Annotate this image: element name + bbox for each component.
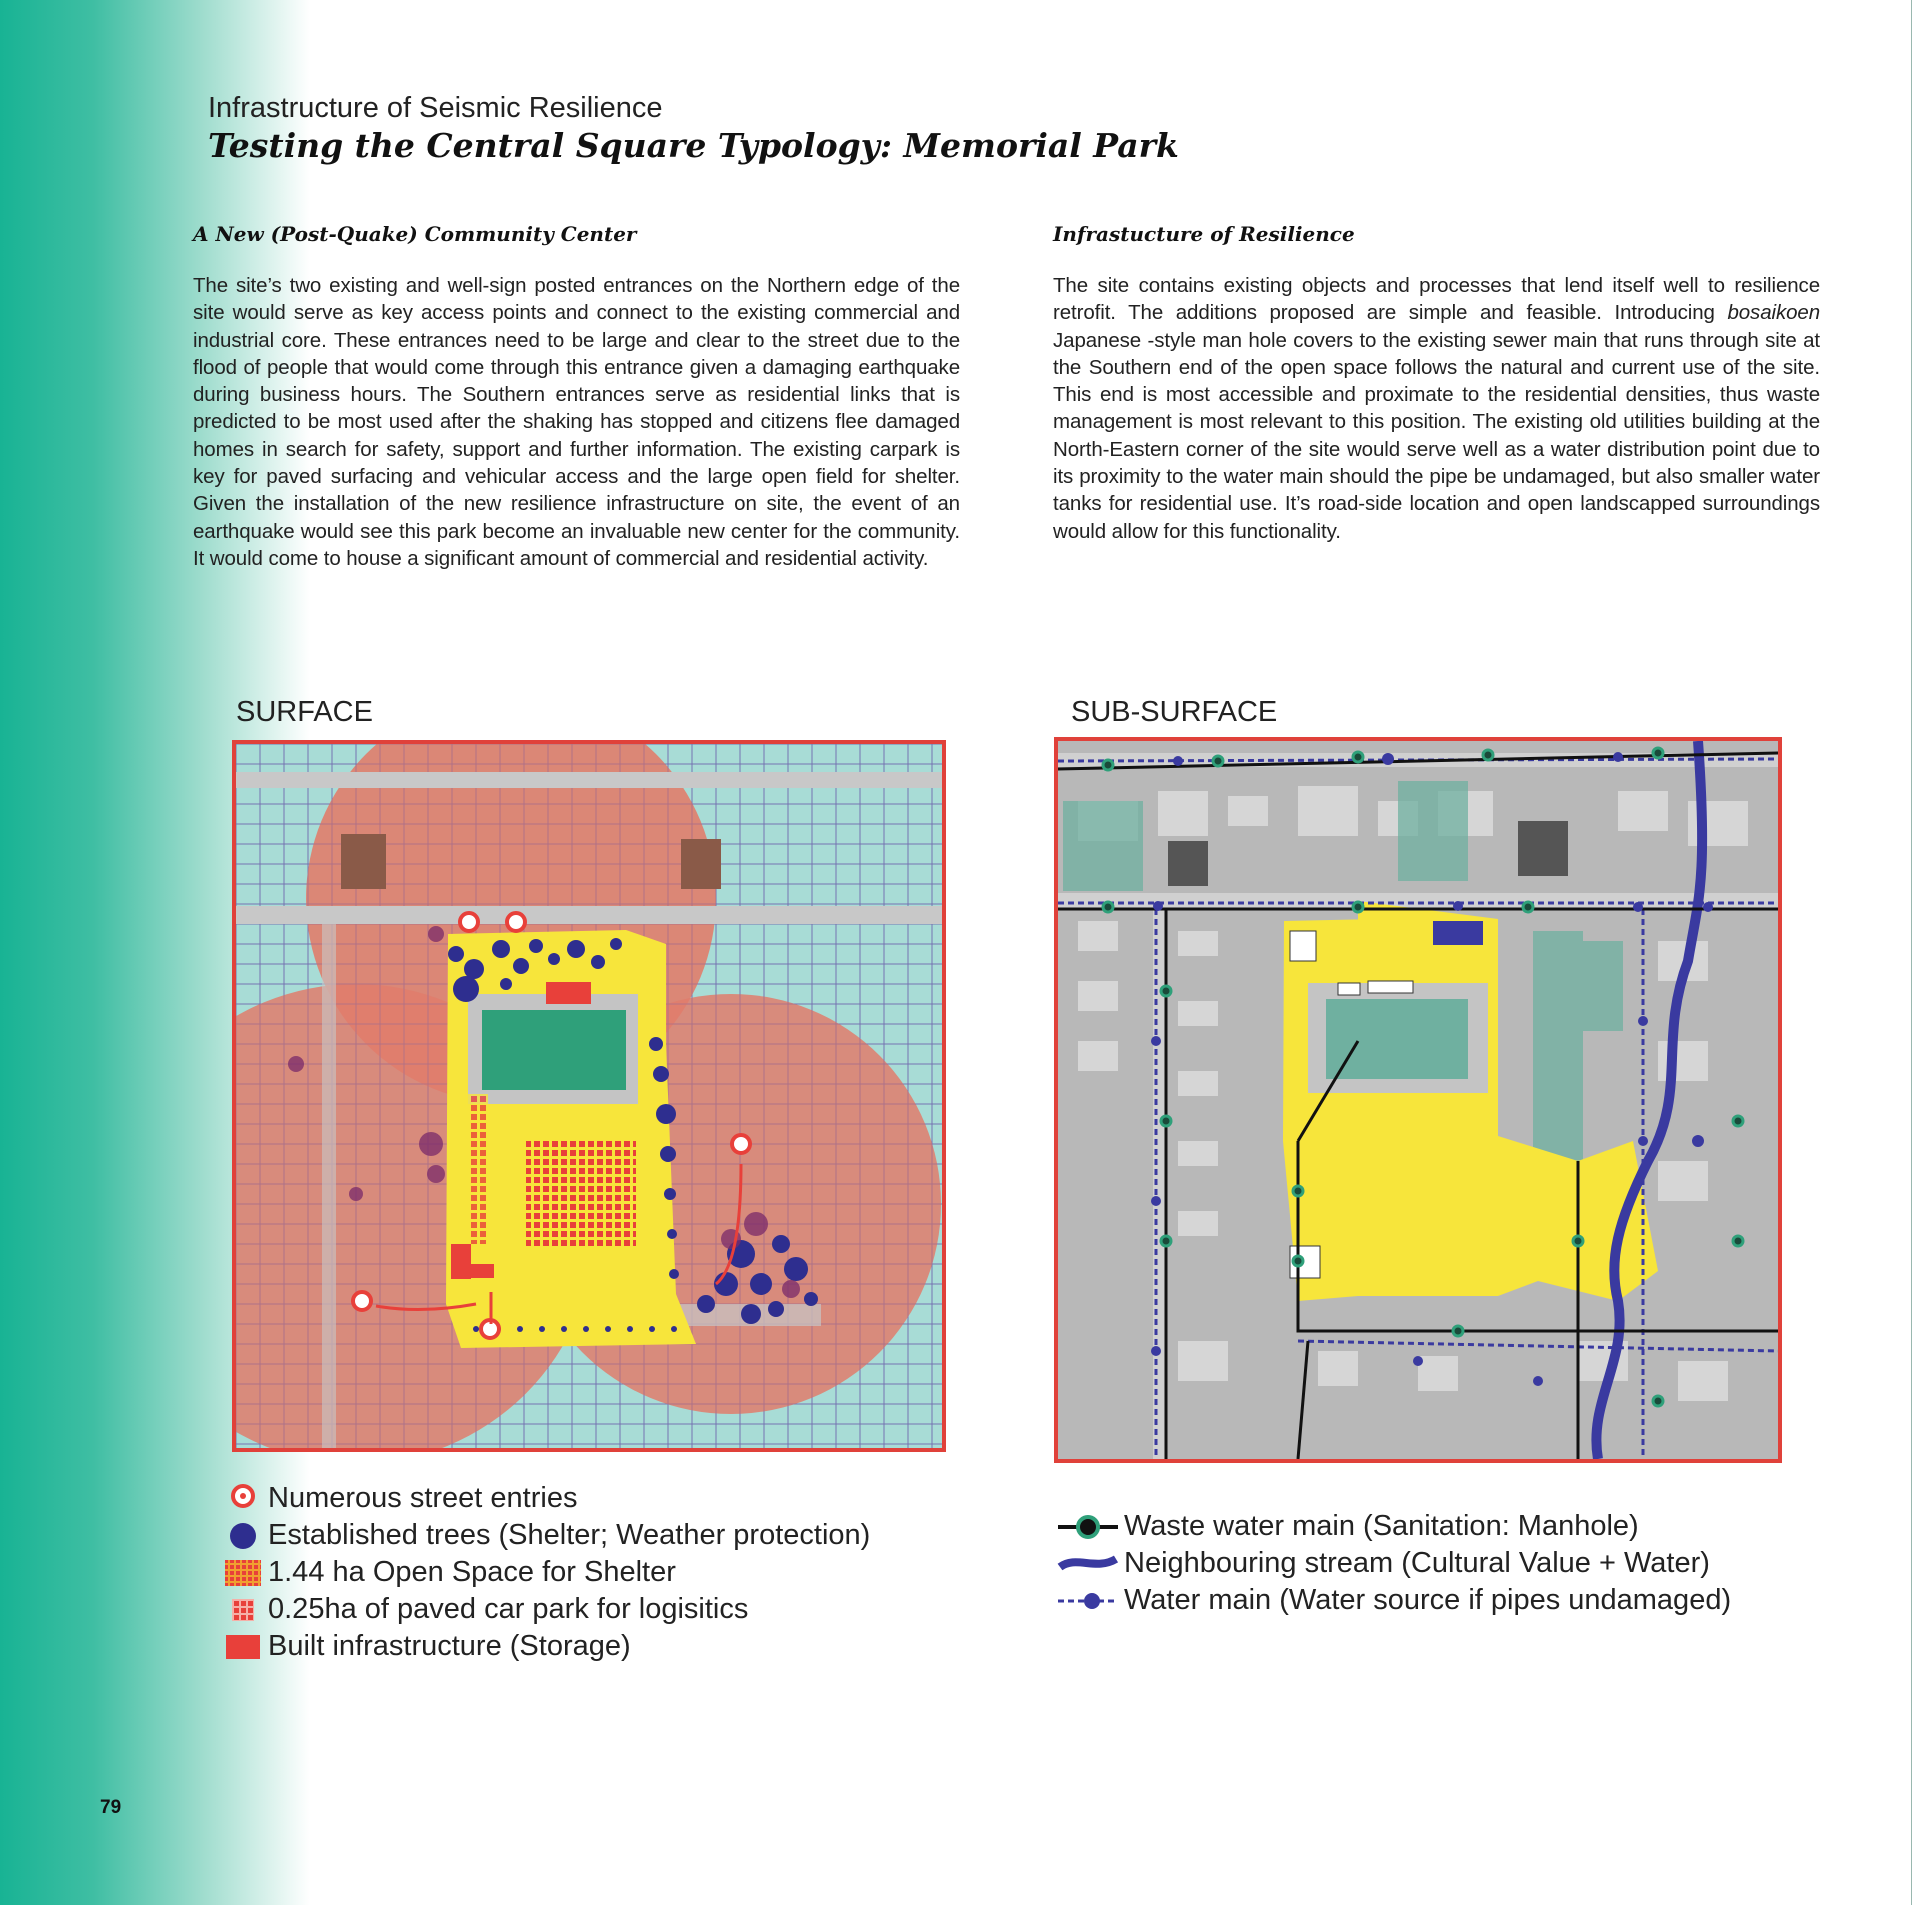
- open-space-grid: [526, 1138, 636, 1248]
- legend-row-built-infrastructure: [218, 1628, 870, 1665]
- surface-map-label: SURFACE: [236, 696, 373, 728]
- right-body-part-2: Japanese -style man hole covers to the existing sewer main that runs through site at the Southern end of the open space follows the natural and current use of the site. This end is most accessible and proximate to the residential densities, thus waste management is most relevant to this position. The existing old utilities building at the North-Eastern corner of the site would serve well as a water distribution point due to its proximity to the water main should the pipe be undamaged, but also smaller water tanks for residential use. It’s road-side location and open landscapped surroundings would allow for this functionality.: [1053, 328, 1820, 543]
- page-number: 79: [100, 1797, 122, 1818]
- right-column-body: [1053, 272, 1820, 545]
- subsurface-map-label: SUB-SURFACE: [1071, 696, 1278, 728]
- left-column-heading: A New (Post-Quake) Community Center: [193, 222, 637, 246]
- subsurface-map-graphic: [1058, 741, 1778, 1459]
- legend-row-street-entries: [218, 1480, 870, 1517]
- building-dark-2: [681, 839, 721, 889]
- legend-row-stream: [1052, 1545, 1731, 1582]
- page-edge-line: [1911, 0, 1912, 1905]
- legend-row-water-main: [1052, 1582, 1731, 1619]
- section-kicker: Infrastructure of Seismic Resilience: [208, 92, 663, 124]
- legend-label: 1.44 ha Open Space for Shelter: [268, 1556, 676, 1588]
- legend-label: Built infrastructure (Storage): [268, 1630, 631, 1662]
- page-title: Testing the Central Square Typology: Memorial Park: [208, 126, 1179, 165]
- surface-map-graphic: [236, 744, 942, 1448]
- legend-row-open-space: [218, 1554, 870, 1591]
- legend-row-trees: [218, 1517, 870, 1554]
- top-road: [236, 772, 942, 788]
- waste-water-main-icon: [1052, 1508, 1124, 1545]
- left-text-column: [193, 222, 960, 572]
- built-infrastructure-icon: [218, 1628, 268, 1665]
- surface-legend: [218, 1480, 870, 1665]
- left-column-body: The site’s two existing and well-sign posted entrances on the Northern edge of the site would serve as key access points and connect to the existing commercial and industrial core. These entrances need to be large and clear to the street due to the flood of people that would come through this entrance given a damaging earthquake during business hours. The Southern entrances serve as residential links that is predicted to be most used after the shaking has stopped and citizens flee damaged homes in search for safety, support and further information. The existing carpark is key for paved surfacing and vehicular access and the large open field for shelter. Given the installation of the new resilience infrastructure on site, the event of an earthquake would see this park become an invaluable new center for the community. It would come to house a significant amount of commercial and residential activity.: [193, 274, 960, 570]
- car-park-icon: [218, 1591, 268, 1628]
- sports-field: [1326, 999, 1468, 1079]
- sports-field: [482, 1010, 626, 1090]
- dark-building-1: [1168, 841, 1208, 886]
- dark-building-2: [1518, 821, 1568, 876]
- subsurface-map: [1054, 737, 1782, 1463]
- north-road: [236, 906, 942, 924]
- north-road: [1058, 893, 1778, 909]
- right-column-heading: Infrastucture of Resilience: [1053, 222, 1355, 246]
- subsurface-legend: [1052, 1508, 1731, 1619]
- water-main-icon: [1052, 1582, 1124, 1619]
- legend-row-waste-water: [1052, 1508, 1731, 1545]
- legend-label: Waste water main (Sanitation: Manhole): [1124, 1510, 1639, 1542]
- built-infrastructure-1: [546, 982, 591, 1004]
- utility-building-1: [1290, 931, 1316, 961]
- legend-label: Established trees (Shelter; Weather protection): [268, 1519, 871, 1551]
- tree-icon: [218, 1517, 268, 1554]
- open-space-icon: [218, 1554, 268, 1591]
- legend-row-car-park: [218, 1591, 870, 1628]
- street-entry-icon: [218, 1480, 268, 1517]
- surface-map: [232, 740, 946, 1452]
- building-dark-1: [341, 834, 386, 889]
- legend-label: Numerous street entries: [268, 1482, 578, 1514]
- right-body-part-1: The site contains existing objects and processes that lend itself well to resilience retrofit. The additions proposed are simple and feasible. Introducing: [1053, 274, 1820, 325]
- right-body-italic-term: bosaikoen: [1727, 301, 1820, 325]
- legend-label: Neighbouring stream (Cultural Value + Water): [1124, 1547, 1710, 1579]
- water-tank-block: [1433, 921, 1483, 945]
- stream-icon: [1052, 1545, 1124, 1582]
- right-text-column: [1053, 222, 1820, 545]
- legend-label: Water main (Water source if pipes undamaged): [1124, 1584, 1732, 1616]
- legend-label: 0.25ha of paved car park for logisitics: [268, 1593, 749, 1625]
